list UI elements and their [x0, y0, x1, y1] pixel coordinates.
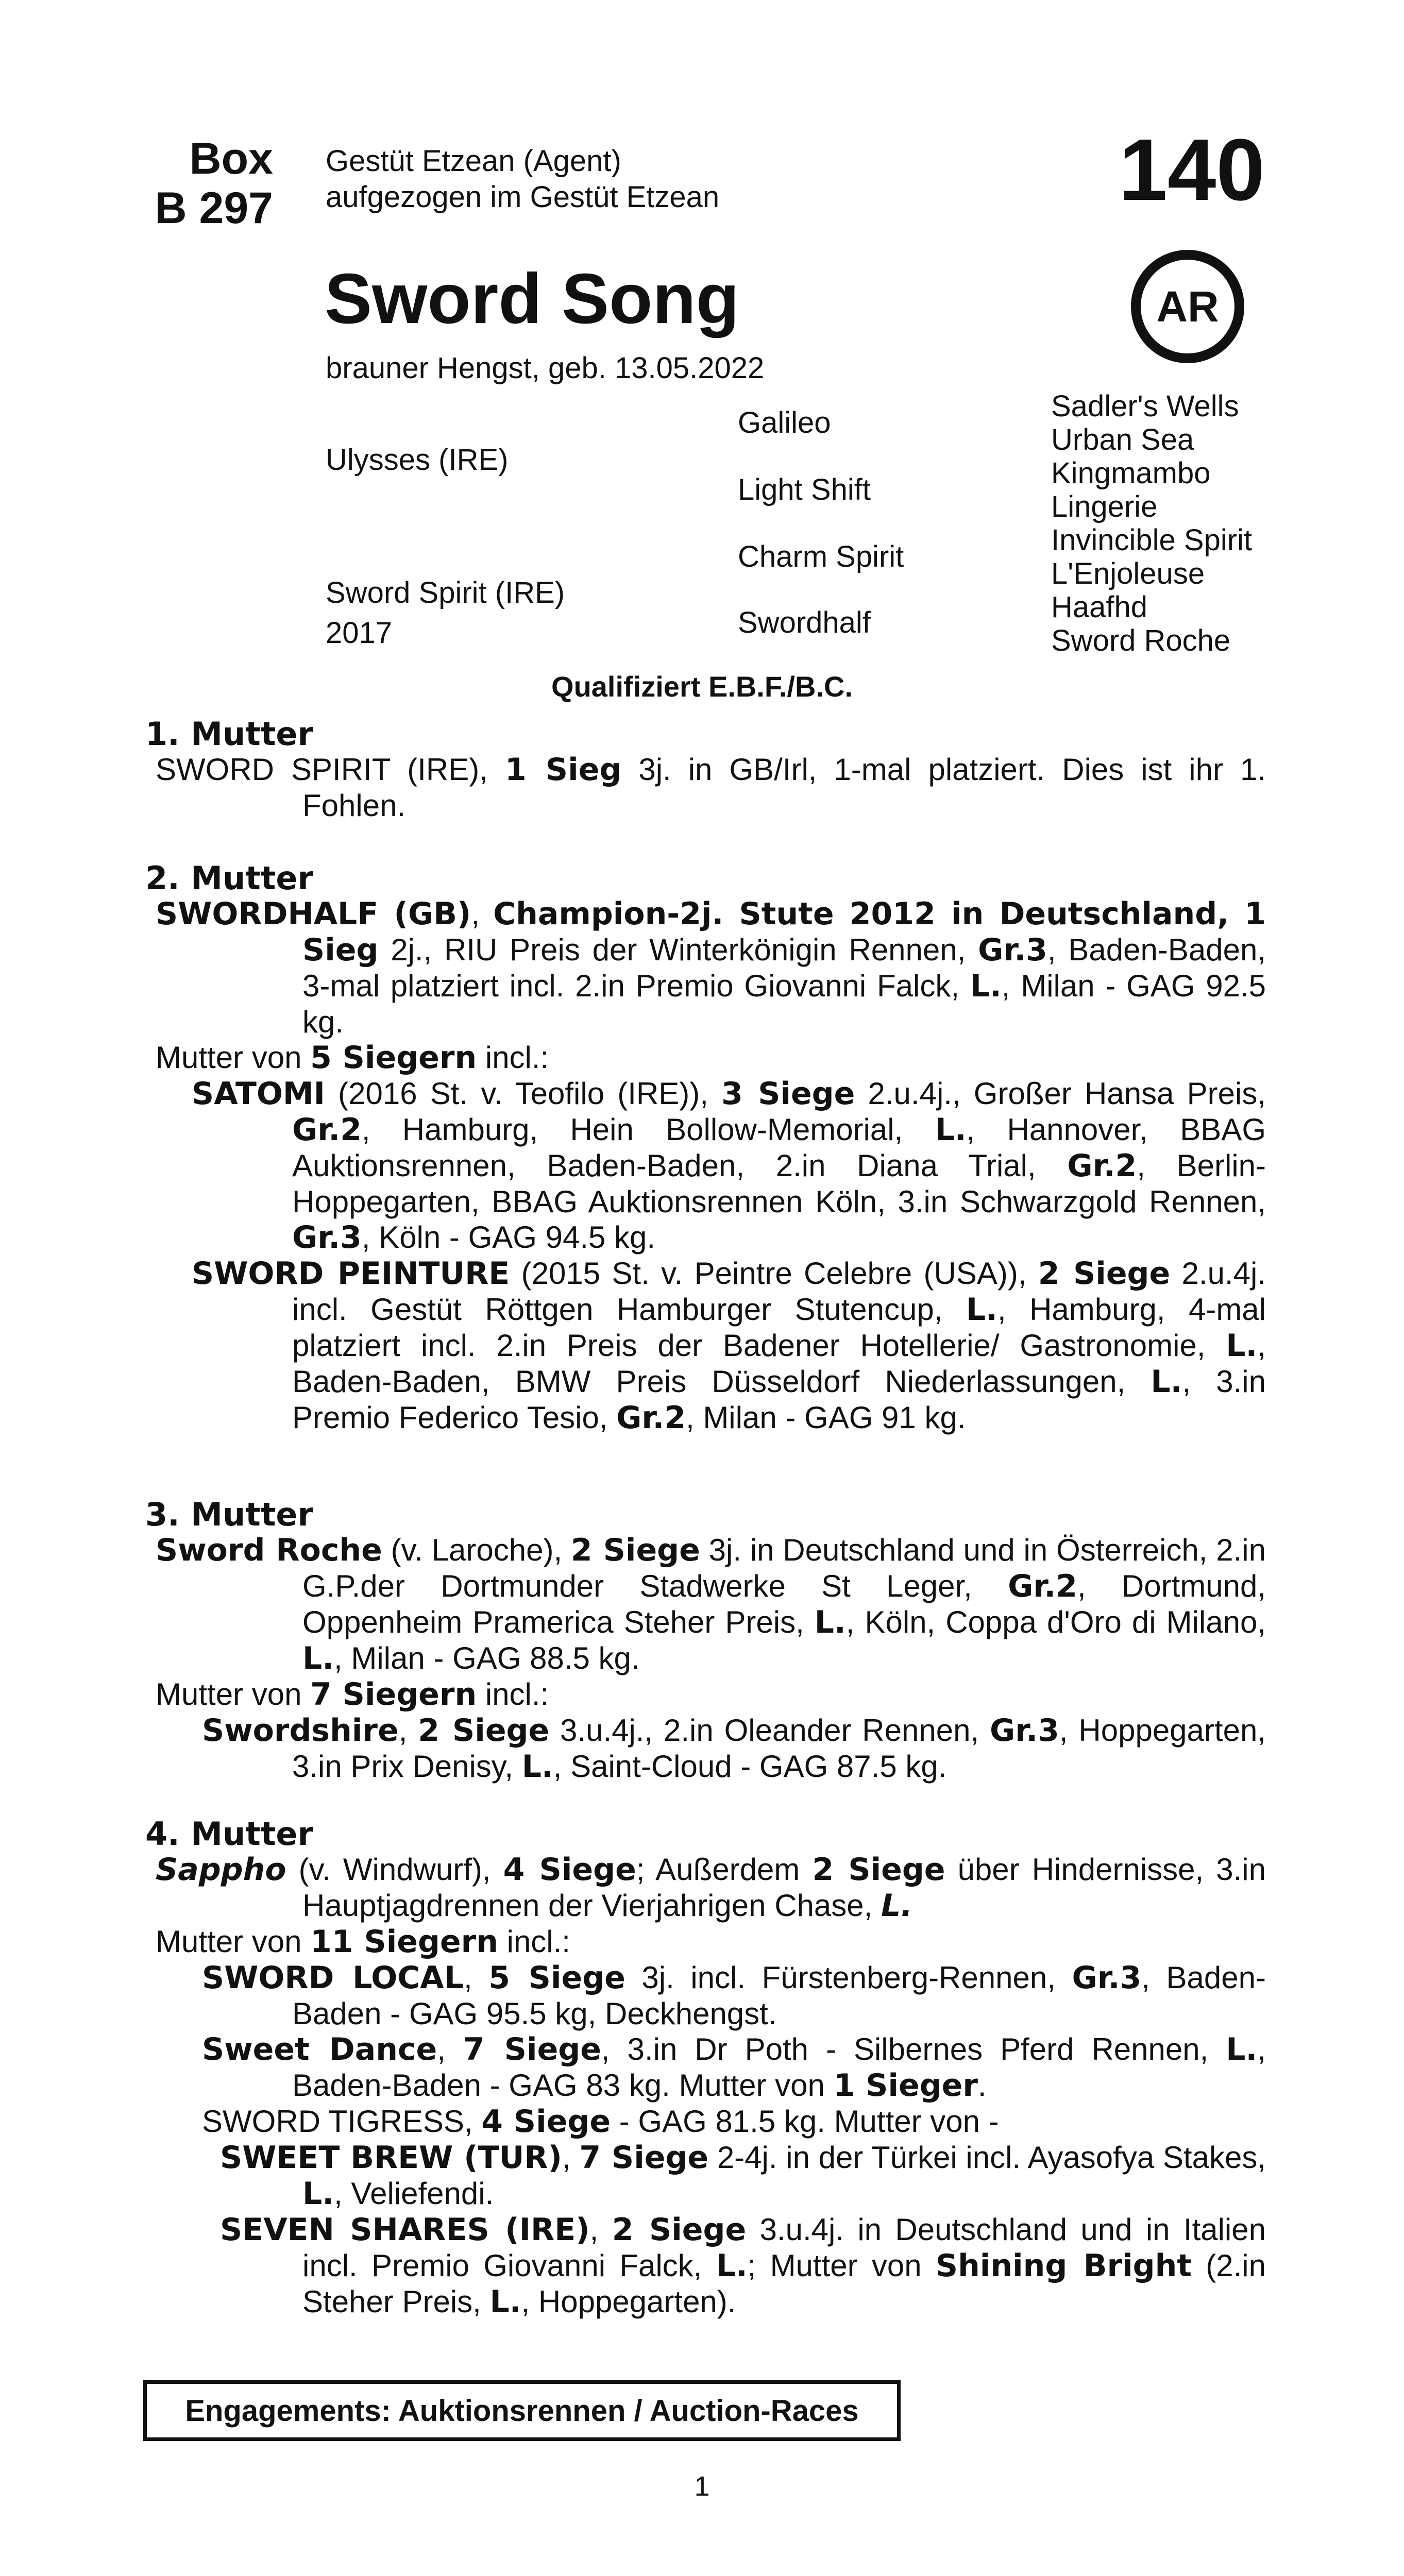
second-dam-text: SWORDHALF (GB), Champion-2j. Stute 2012 in Deutschland, 1 Sieg 2j., RIU Preis der Winterkönigin Rennen, Gr.3, Baden-Baden, 3-mal platziert incl. 2.in Premio Giovanni Falck, L., Milan - GAG 92.5 kg.: [156, 896, 1266, 1039]
pedigree-gen3-4: Lingerie: [1051, 490, 1158, 523]
pedigree-dam-year: 2017: [326, 616, 393, 650]
pedigree-gen3-2: Urban Sea: [1051, 423, 1194, 456]
produce-intro: Mutter von 11 Siegern incl.:: [156, 1924, 570, 1960]
section-second-dam: [145, 860, 1266, 1436]
pedigree-gen3-8: Sword Roche: [1051, 624, 1231, 657]
produce-entry: SWORD TIGRESS, 4 Siege - GAG 81.5 kg. Mutter von -: [202, 2104, 999, 2140]
engagements-box: Engagements: Auktionsrennen / Auction-Races: [143, 2380, 901, 2441]
produce-entry: Swordshire, 2 Siege 3.u.4j., 2.in Oleander Rennen, Gr.3, Hoppegarten, 3.in Prix Denisy, L., Saint-Cloud - GAG 87.5 kg.: [202, 1713, 1266, 1785]
pedigree-gen2-1: Galileo: [738, 406, 831, 439]
agent-name: Gestüt Etzean (Agent): [326, 144, 621, 178]
produce-entry: SATOMI (2016 St. v. Teofilo (IRE)), 3 Siege 2.u.4j., Großer Hansa Preis, Gr.2, Hamburg, Hein Bollow-Memorial, L., Hannover, BBAG Auktionsrennen, Baden-Baden, 2.in Diana Trial, Gr.2, Berlin-Hoppegarten, BBAG Auktionsrennen Köln, 3.in Schwarzgold Rennen, Gr.3, Köln - GAG 94.5 kg.: [192, 1076, 1266, 1256]
third-dam-text: Sword Roche (v. Laroche), 2 Siege 3j. in Deutschland und in Österreich, 2.in G.P.der Dortmunder Stadwerke St Leger, Gr.2, Dortmund, Oppenheim Pramerica Steher Preis, L., Köln, Coppa d'Oro di Milano, L., Milan - GAG 88.5 kg.: [156, 1532, 1266, 1676]
section-heading: 4. Mutter: [145, 1815, 314, 1853]
section-fourth-dam: [145, 1816, 1266, 2320]
produce-entry: SWORD PEINTURE (2015 St. v. Peintre Celebre (USA)), 2 Siege 2.u.4j. incl. Gestüt Röttgen Hamburger Stutencup, L., Hamburg, 4-mal platziert incl. 2.in Preis der Badener Hotellerie/ Gastronomie, L., Baden-Baden, BMW Preis Düsseldorf Niederlassungen, L., 3.in Premio Federico Tesio, Gr.2, Milan - GAG 91 kg.: [192, 1256, 1266, 1436]
produce-intro: Mutter von 5 Siegern incl.:: [156, 1040, 549, 1076]
qualification: Qualifiziert E.B.F./B.C.: [551, 670, 853, 703]
produce-intro: Mutter von 7 Siegern incl.:: [156, 1676, 549, 1713]
section-heading: 1. Mutter: [145, 715, 314, 753]
agent-info: [326, 143, 719, 215]
pedigree-dam: Sword Spirit (IRE): [326, 576, 565, 609]
box-label: Box: [189, 134, 273, 183]
section-first-dam: [145, 716, 1266, 823]
section-heading: 3. Mutter: [145, 1496, 314, 1533]
box-number: [129, 134, 273, 233]
pedigree-gen3-5: Invincible Spirit: [1051, 523, 1253, 557]
produce-entry: SWORD LOCAL, 5 Siege 3j. incl. Fürstenberg-Rennen, Gr.3, Baden-Baden - GAG 95.5 kg, Deckhengst.: [202, 1960, 1266, 2031]
lot-number: 140: [1119, 121, 1265, 219]
pedigree-gen3-7: Haafhd: [1051, 590, 1148, 624]
pedigree-gen3-3: Kingmambo: [1051, 456, 1211, 490]
pedigree-gen2-2: Light Shift: [738, 473, 871, 506]
section-heading: 2. Mutter: [145, 859, 314, 897]
breeder: aufgezogen im Gestüt Etzean: [326, 180, 720, 214]
produce-entry: Sweet Dance, 7 Siege, 3.in Dr Poth - Silbernes Pferd Rennen, L., Baden-Baden - GAG 83 kg. Mutter von 1 Sieger.: [202, 2031, 1266, 2104]
horse-name: Sword Song: [325, 259, 739, 338]
pedigree-gen2-4: Swordhalf: [738, 606, 871, 639]
fourth-dam-text: Sappho (v. Windwurf), 4 Siege; Außerdem 2 Siege über Hindernisse, 3.in Hauptjagdrennen der Vierjahrigen Chase, L.: [156, 1852, 1266, 1924]
produce-entry: SWEET BREW (TUR), 7 Siege 2-4j. in der Türkei incl. Ayasofya Stakes, L., Veliefendi.: [220, 2140, 1266, 2212]
pedigree-gen3-6: L'Enjoleuse: [1051, 557, 1205, 590]
first-dam-text: SWORD SPIRIT (IRE), 1 Sieg 3j. in GB/Irl, 1-mal platziert. Dies ist ihr 1. Fohlen.: [156, 752, 1266, 823]
ar-badge-icon: AR: [1131, 250, 1244, 363]
page-number: 1: [694, 2471, 710, 2502]
box-code: B 297: [155, 183, 273, 233]
section-third-dam: [145, 1497, 1266, 1785]
pedigree-gen3-1: Sadler's Wells: [1051, 389, 1239, 423]
horse-description: brauner Hengst, geb. 13.05.2022: [326, 351, 765, 385]
produce-entry: SEVEN SHARES (IRE), 2 Siege 3.u.4j. in Deutschland und in Italien incl. Premio Giovanni Falck, L.; Mutter von Shining Bright (2.in Steher Preis, L., Hoppegarten).: [220, 2212, 1266, 2320]
pedigree-gen2-3: Charm Spirit: [738, 540, 904, 573]
pedigree-sire: Ulysses (IRE): [326, 443, 509, 477]
